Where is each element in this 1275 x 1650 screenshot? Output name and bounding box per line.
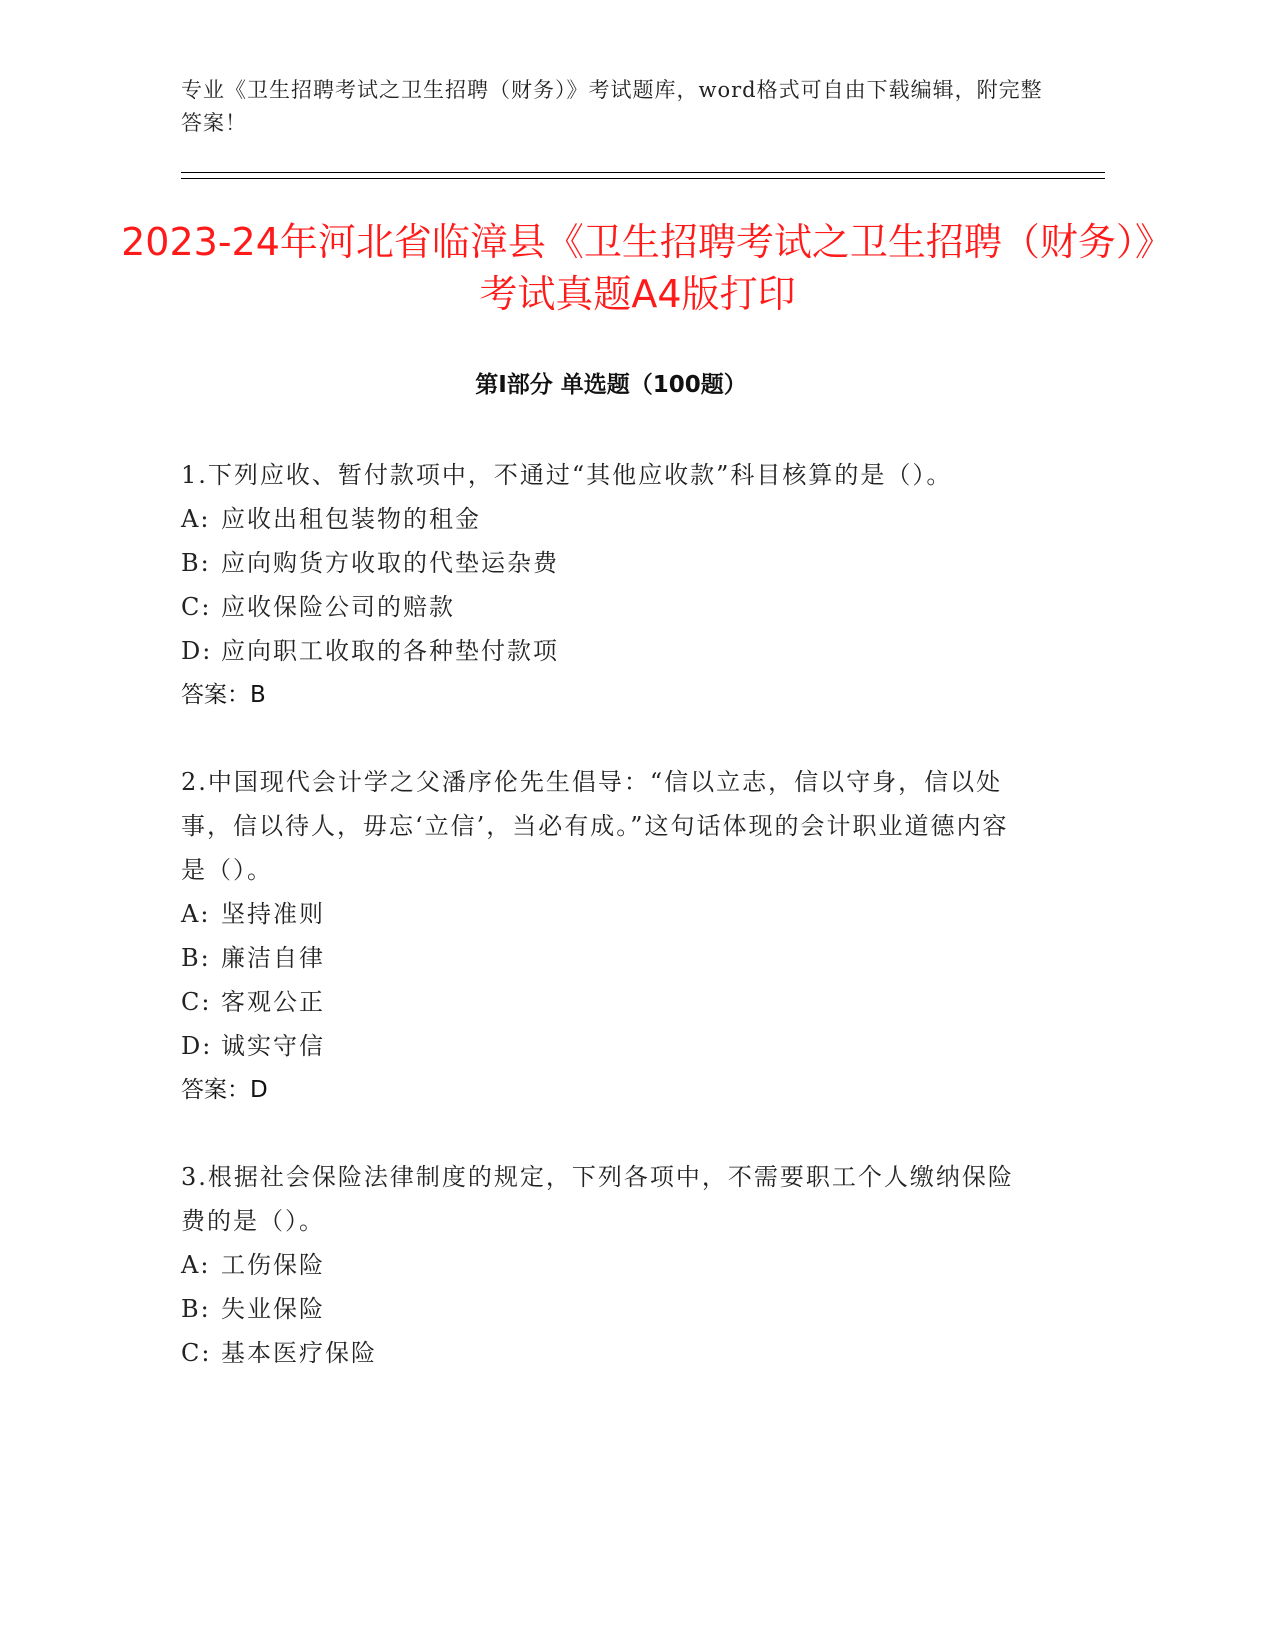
option-c — [181, 1331, 1021, 1375]
header-note: 专业《卫生招聘考试之卫生招聘（财务）》考试题库，word格式可自由下载编辑，附完整答案！ — [181, 78, 1043, 135]
option-text: 应收出租包装物的租金 — [221, 505, 481, 533]
option-letter: D: — [181, 637, 213, 665]
option-text: 坚持准则 — [221, 900, 325, 928]
option-text: 应向购货方收取的代垫运杂费 — [221, 549, 559, 577]
option-letter: B: — [181, 549, 211, 577]
option-letter: C: — [181, 1339, 212, 1367]
option-d — [181, 629, 1021, 673]
option-text: 客观公正 — [221, 988, 325, 1016]
option-b — [181, 936, 1021, 980]
option-letter: B: — [181, 944, 211, 972]
header-divider-bottom — [181, 178, 1105, 179]
option-d — [181, 1024, 1021, 1068]
header-divider-top — [181, 172, 1105, 173]
option-b — [181, 1287, 1021, 1331]
option-a — [181, 1243, 1021, 1287]
option-text: 应收保险公司的赔款 — [221, 593, 455, 621]
option-text: 工伤保险 — [221, 1251, 325, 1279]
option-a — [181, 892, 1021, 936]
option-text: 廉洁自律 — [221, 944, 325, 972]
option-letter: C: — [181, 988, 212, 1016]
option-text: 基本医疗保险 — [221, 1339, 377, 1367]
option-letter: A: — [181, 1251, 211, 1279]
option-letter: D: — [181, 1032, 213, 1060]
option-text: 失业保险 — [221, 1295, 325, 1323]
option-c — [181, 585, 1021, 629]
question-1 — [181, 453, 1021, 717]
option-letter: A: — [181, 505, 211, 533]
question-list — [181, 453, 1021, 1418]
option-c — [181, 980, 1021, 1024]
option-letter: A: — [181, 900, 211, 928]
question-stem: 2.中国现代会计学之父潘序伦先生倡导：“信以立志，信以守身，信以处事，信以待人，毋忘‘立信’，当必有成。”这句话体现的会计职业道德内容是（）。 — [181, 768, 1009, 884]
question-2 — [181, 760, 1021, 1112]
question-stem: 1.下列应收、暂付款项中，不通过“其他应收款”科目核算的是（）。 — [181, 461, 953, 489]
document-title: 2023-24年河北省临漳县《卫生招聘考试之卫生招聘（财务）》考试真题A4版打印 — [121, 220, 1154, 316]
option-text: 诚实守信 — [221, 1032, 325, 1060]
option-text: 应向职工收取的各种垫付款项 — [221, 637, 559, 665]
answer-line: 答案：D — [181, 1077, 268, 1103]
section-heading: 第Ⅰ部分 单选题（100题） — [475, 372, 747, 398]
option-b — [181, 541, 1021, 585]
question-3 — [181, 1155, 1021, 1375]
option-letter: C: — [181, 593, 212, 621]
question-stem: 3.根据社会保险法律制度的规定，下列各项中，不需要职工个人缴纳保险费的是（）。 — [181, 1163, 1014, 1235]
option-letter: B: — [181, 1295, 211, 1323]
option-a — [181, 497, 1021, 541]
answer-line: 答案：B — [181, 682, 266, 708]
